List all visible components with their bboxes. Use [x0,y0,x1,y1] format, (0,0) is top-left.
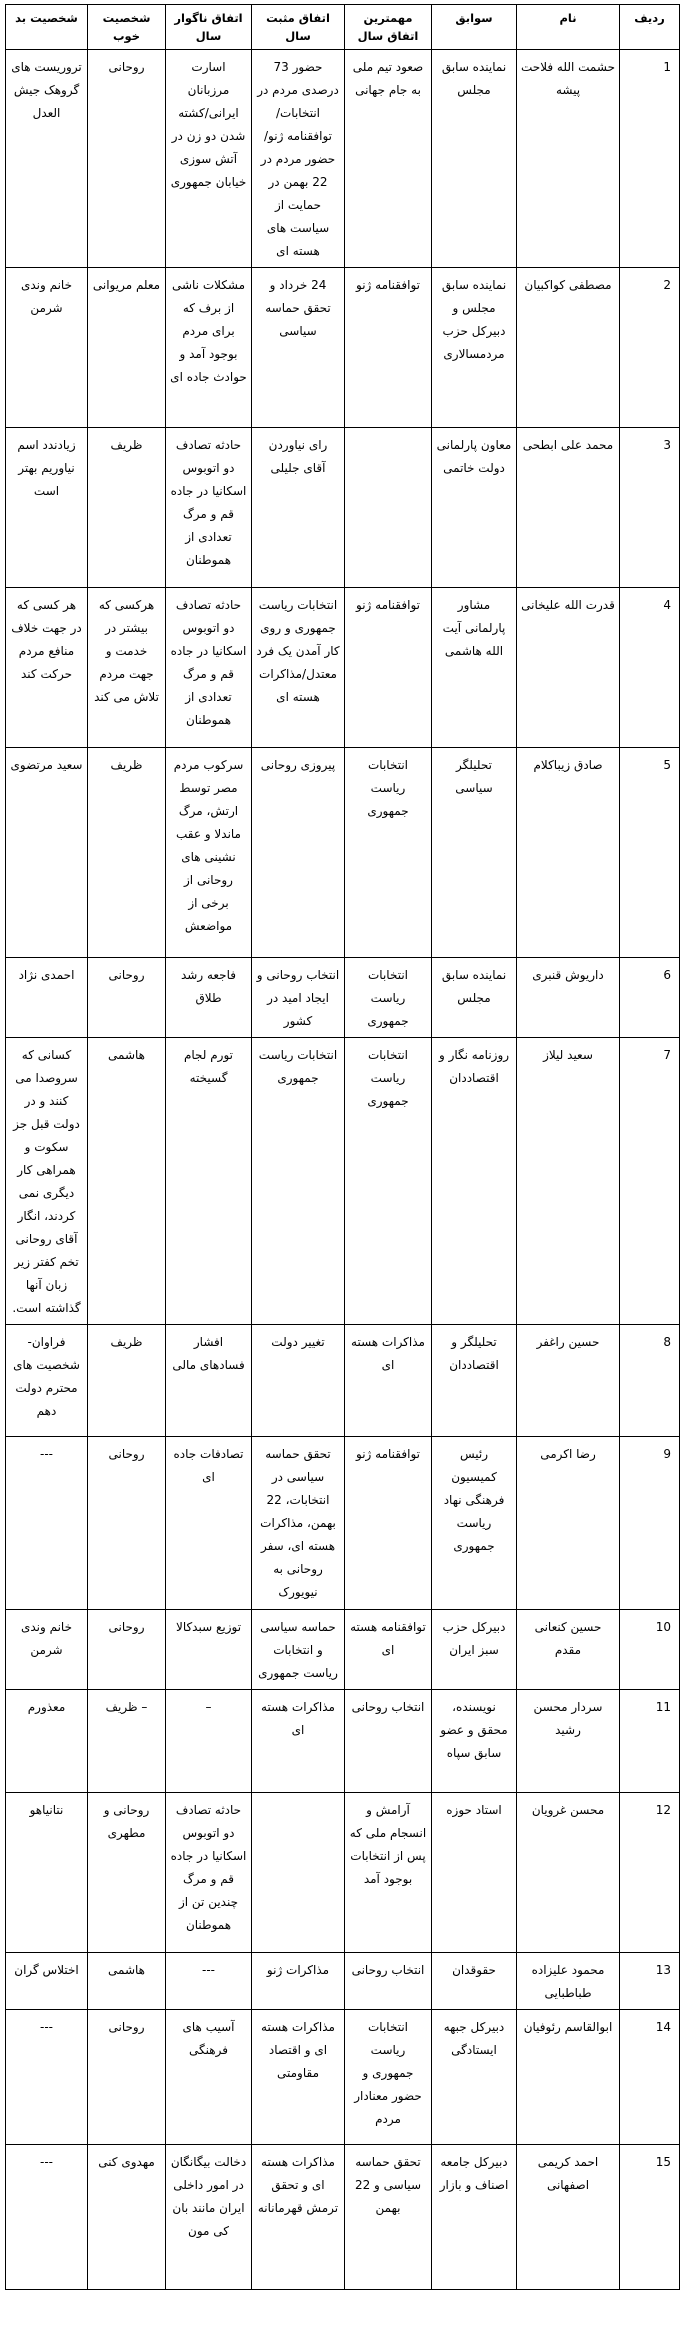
cell-background: روزنامه نگار و اقتصاددان [432,1038,517,1325]
cell-name: داریوش قنبری [517,958,620,1038]
cell-most-important-event: انتخابات ریاست جمهوری [345,958,432,1038]
cell-unfortunate-event: سرکوب مردم مصر توسط ارتش، مرگ ماندلا و عقب نشینی های روحانی از برخی از مواضعش [166,748,252,958]
cell-bad-figure: معذورم [6,1690,88,1793]
cell-background: دبیرکل جبهه ایستادگی [432,2010,517,2145]
cell-bad-figure: کسانی که سروصدا می کنند و در دولت قبل جز سکوت و همراهی کار دیگری نمی کردند، انگار آقای روحانی تخم کفتر زیر زبان آنها گذاشته است. [6,1038,88,1325]
cell-bad-figure: نتانیاهو [6,1793,88,1953]
cell-unfortunate-event: حادثه تصادف دو اتوبوس اسکانیا در جاده قم و مرگ چندین تن از هموطنان [166,1793,252,1953]
row-index: 5 [620,748,680,958]
cell-good-figure: – ظریف [88,1690,166,1793]
cell-bad-figure: اختلاس گران [6,1953,88,2010]
row-index: 8 [620,1325,680,1437]
cell-good-figure: روحانی [88,1610,166,1690]
cell-good-figure: مهدوی کنی [88,2145,166,2290]
cell-most-important-event: انتخاب روحانی [345,1690,432,1793]
cell-name: سعید لیلاز [517,1038,620,1325]
cell-unfortunate-event: اسارت مرزبانان ایرانی/کشته شدن دو زن در آتش سوزی خیابان جمهوری [166,50,252,268]
header-index: ردیف [620,5,680,50]
cell-background: نماینده سابق مجلس [432,50,517,268]
table-row [6,2010,680,2145]
cell-good-figure: روحانی [88,2010,166,2145]
cell-name: مصطفی کواکبیان [517,268,620,428]
table-row [6,1437,680,1610]
table-row [6,1793,680,1953]
cell-positive-event: مذاکرات هسته ای و تحقق ترمش قهرمانانه [252,2145,345,2290]
cell-bad-figure: هر کسی که در جهت خلاف منافع مردم حرکت کند [6,588,88,748]
table-row [6,1038,680,1325]
table-row [6,958,680,1038]
cell-name: ابوالقاسم رئوفیان [517,2010,620,2145]
cell-good-figure: روحانی [88,1437,166,1610]
cell-most-important-event: توافقنامه ژنو [345,1437,432,1610]
cell-positive-event [252,1793,345,1953]
cell-most-important-event: انتخابات ریاست جمهوری و حضور معنادار مردم [345,2010,432,2145]
cell-positive-event: 24 خرداد و تحقق حماسه سیاسی [252,268,345,428]
cell-unfortunate-event: – [166,1690,252,1793]
cell-good-figure: ظریف [88,1325,166,1437]
row-index: 13 [620,1953,680,2010]
header-name: نام [517,5,620,50]
cell-positive-event: انتخابات ریاست جمهوری و روی کار آمدن یک فرد معتدل/مذاکرات هسته ای [252,588,345,748]
cell-name: رضا اکرمی [517,1437,620,1610]
cell-unfortunate-event: دخالت بیگانگان در امور داخلی ایران مانند بان کی مون [166,2145,252,2290]
row-index: 1 [620,50,680,268]
cell-name: صادق زیباکلام [517,748,620,958]
cell-good-figure: ظریف [88,748,166,958]
cell-positive-event: انتخاب روحانی و ایجاد امید در کشور [252,958,345,1038]
cell-name: احمد کریمی اصفهانی [517,2145,620,2290]
cell-unfortunate-event: فاجعه رشد طلاق [166,958,252,1038]
cell-unfortunate-event: آسیب های فرهنگی [166,2010,252,2145]
cell-good-figure: روحانی [88,50,166,268]
cell-bad-figure: تروریست های گروهک جیش العدل [6,50,88,268]
cell-name: محسن غرویان [517,1793,620,1953]
cell-most-important-event: توافقنامه ژنو [345,268,432,428]
cell-unfortunate-event: حادثه تصادف دو اتوبوس اسکانیا در جاده قم و مرگ تعدادی از هموطنان [166,428,252,588]
header-most-important-event: مهمترین اتفاق سال [345,5,432,50]
cell-bad-figure: خانم وندی شرمن [6,1610,88,1690]
cell-most-important-event: توافقنامه ژنو [345,588,432,748]
cell-name: حسین کنعانی مقدم [517,1610,620,1690]
cell-bad-figure: --- [6,2145,88,2290]
cell-most-important-event: توافقنامه هسته ای [345,1610,432,1690]
cell-positive-event: مذاکرات هسته ای [252,1690,345,1793]
cell-most-important-event: انتخابات ریاست جمهوری [345,748,432,958]
cell-name: قدرت الله علیخانی [517,588,620,748]
cell-positive-event: مذاکرات ژنو [252,1953,345,2010]
cell-background: دبیرکل حزب سبز ایران [432,1610,517,1690]
cell-unfortunate-event: توزیع سبدکالا [166,1610,252,1690]
cell-name: محمد علی ابطحی [517,428,620,588]
table-row [6,428,680,588]
cell-background: نماینده سابق مجلس و دبیرکل حزب مردمسالاری [432,268,517,428]
cell-most-important-event: مذاکرات هسته ای [345,1325,432,1437]
cell-name: حسین راغفر [517,1325,620,1437]
cell-positive-event: تغییر دولت [252,1325,345,1437]
table-row [6,268,680,428]
cell-good-figure: هاشمی [88,1953,166,2010]
cell-background: استاد حوزه [432,1793,517,1953]
cell-background: تحلیلگر و اقتصاددان [432,1325,517,1437]
header-good-figure: شخصیت خوب [88,5,166,50]
cell-good-figure: روحانی و مطهری [88,1793,166,1953]
header-background: سوابق [432,5,517,50]
cell-background: رئیس کمیسیون فرهنگی نهاد ریاست جمهوری [432,1437,517,1610]
cell-good-figure: هرکسی که بیشتر در خدمت و جهت مردم تلاش می کند [88,588,166,748]
cell-background: دبیرکل جامعه اصناف و بازار [432,2145,517,2290]
table-row [6,1690,680,1793]
row-index: 4 [620,588,680,748]
cell-background: حقوقدان [432,1953,517,2010]
cell-positive-event: پیروزی روحانی [252,748,345,958]
cell-bad-figure: احمدی نژاد [6,958,88,1038]
table-row [6,588,680,748]
row-index: 7 [620,1038,680,1325]
cell-positive-event: حماسه سیاسی و انتخابات ریاست جمهوری [252,1610,345,1690]
table-row [6,748,680,958]
cell-background: مشاور پارلمانی آیت الله هاشمی [432,588,517,748]
cell-positive-event: تحقق حماسه سیاسی در انتخابات، 22 بهمن، مذاکرات هسته ای، سفر روحانی به نیویورک [252,1437,345,1610]
cell-positive-event: مذاکرات هسته ای و اقتصاد مقاومتی [252,2010,345,2145]
cell-unfortunate-event: تصادفات جاده ای [166,1437,252,1610]
cell-most-important-event: صعود تیم ملی به جام جهانی [345,50,432,268]
header-row [6,5,680,50]
cell-positive-event: انتخابات ریاست جمهوری [252,1038,345,1325]
cell-unfortunate-event: تورم لجام گسیخته [166,1038,252,1325]
table-row [6,1610,680,1690]
cell-unfortunate-event: --- [166,1953,252,2010]
header-bad-figure: شخصیت بد [6,5,88,50]
cell-background: نماینده سابق مجلس [432,958,517,1038]
cell-most-important-event: تحقق حماسه سیاسی و 22 بهمن [345,2145,432,2290]
row-index: 9 [620,1437,680,1610]
row-index: 15 [620,2145,680,2290]
row-index: 14 [620,2010,680,2145]
cell-good-figure: معلم مریوانی [88,268,166,428]
cell-background: نویسنده، محقق و عضو سابق سپاه [432,1690,517,1793]
cell-unfortunate-event: حادثه تصادف دو اتوبوس اسکانیا در جاده قم و مرگ تعدادی از هموطنان [166,588,252,748]
row-index: 12 [620,1793,680,1953]
table-row [6,1325,680,1437]
cell-background: تحلیلگر سیاسی [432,748,517,958]
header-positive-event: اتفاق مثبت سال [252,5,345,50]
row-index: 3 [620,428,680,588]
cell-bad-figure: فراوان- شخصیت های محترم دولت دهم [6,1325,88,1437]
row-index: 11 [620,1690,680,1793]
cell-bad-figure: خانم وندی شرمن [6,268,88,428]
cell-most-important-event [345,428,432,588]
cell-most-important-event: انتخابات ریاست جمهوری [345,1038,432,1325]
cell-good-figure: ظریف [88,428,166,588]
cell-name: حشمت الله فلاحت پیشه [517,50,620,268]
cell-most-important-event: آرامش و انسجام ملی که پس از انتخابات بوجود آمد [345,1793,432,1953]
cell-background: معاون پارلمانی دولت خاتمی [432,428,517,588]
header-unfortunate-event: اتفاق ناگوار سال [166,5,252,50]
cell-bad-figure: زیادندد اسم نیاوریم بهتر است [6,428,88,588]
cell-unfortunate-event: افشار فسادهای مالی [166,1325,252,1437]
table-row [6,1953,680,2010]
cell-bad-figure: --- [6,1437,88,1610]
cell-good-figure: روحانی [88,958,166,1038]
cell-bad-figure: --- [6,2010,88,2145]
cell-name: سردار محسن رشید [517,1690,620,1793]
table-row [6,50,680,268]
survey-table [5,4,680,2290]
row-index: 6 [620,958,680,1038]
cell-bad-figure: سعید مرتضوی [6,748,88,958]
cell-name: محمود علیزاده طباطبایی [517,1953,620,2010]
cell-most-important-event: انتخاب روحانی [345,1953,432,2010]
row-index: 2 [620,268,680,428]
table-row [6,2145,680,2290]
cell-good-figure: هاشمی [88,1038,166,1325]
cell-unfortunate-event: مشکلات ناشی از برف که برای مردم بوجود آمد و حوادث جاده ای [166,268,252,428]
row-index: 10 [620,1610,680,1690]
cell-positive-event: رای نیاوردن آقای جلیلی [252,428,345,588]
cell-positive-event: حضور 73 درصدی مردم در انتخابات/توافقنامه ژنو/حضور مردم در 22 بهمن در حمایت از سیاست های هسته ای [252,50,345,268]
